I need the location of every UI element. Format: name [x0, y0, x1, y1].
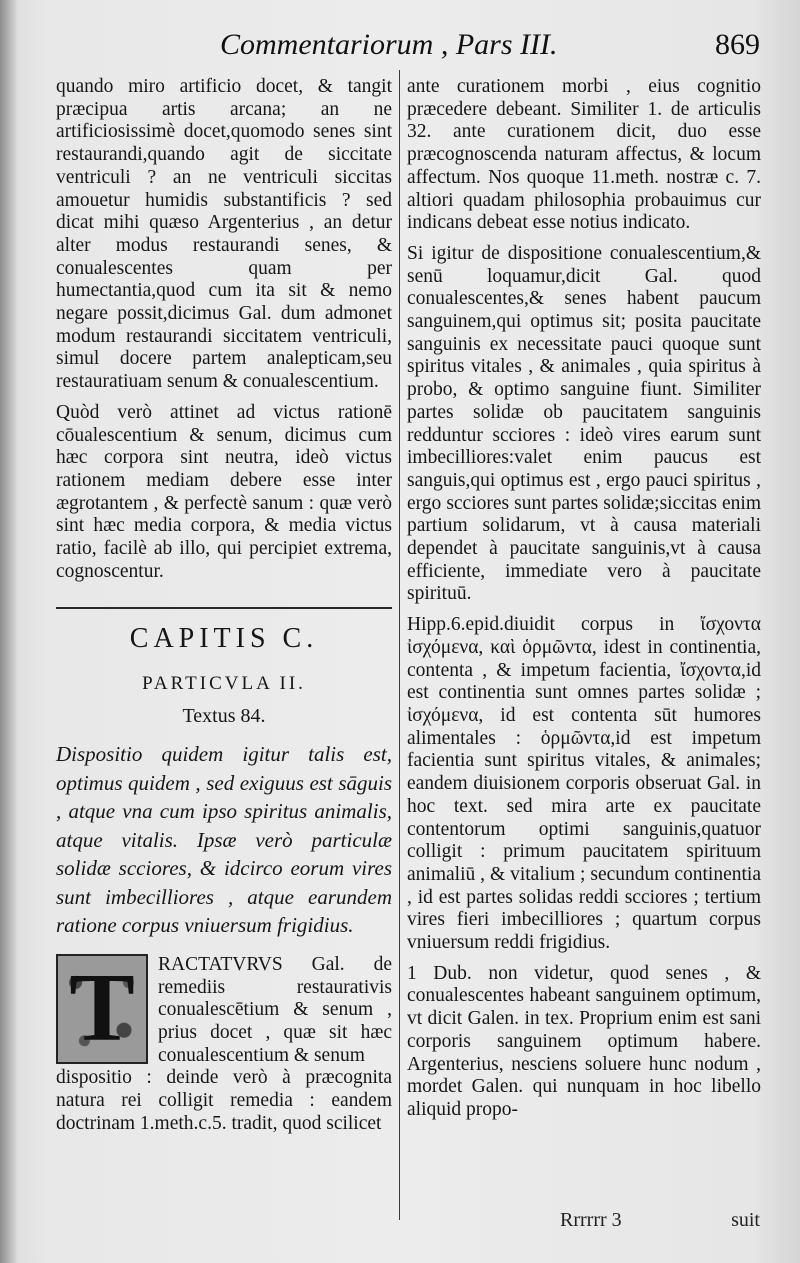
catchword: suit: [731, 1209, 760, 1231]
initial-paragraph-lead: [158, 954, 392, 1068]
initial-paragraph-rest: dispositio : deinde verò à præcognita natura rei colligit remedia : eandem doctrinam 1.meth.c.5. tradit, quod scilicet: [56, 1067, 392, 1134]
initial-paragraph-lead-text: RACTATVRVS Gal. de remediis restaurativis conualescētium & senum , prius docet , quæ sit hæc conualescentium & senum: [158, 953, 392, 1066]
right-paragraph-4: 1 Dub. non videtur, quod senes , & conualescentes habeant sanguinem optimum, vt dicit Galen. in tex. Proprium enim est sani corporis sanguinem optimum habere. Argenterius, nesciens soluere hunc nodum , mordet Galen. qui nunquam in hoc libello aliquid propo-: [407, 962, 761, 1120]
left-column: [56, 76, 392, 1144]
right-paragraph-1: ante curationem morbi , eius cognitio præcedere debeant. Similiter 1. de articulis 32. ante curationem dicit, duo esse præcognoscenda naturam affectus, & locum affectum. Nos quoque 11.meth. nostræ c. 7. altiori quadam philosophia probauimus cur indicans debeat esse notius indicato.: [407, 76, 761, 234]
left-paragraph-2: Quòd verò attinet ad victus rationē cōualescentium & senum, dicimus cum hæc corpora sint neutra, ideò victus rationem mediam debere esse inter ægrotantem , & perfectè sanum : quæ verò sint hæc media corpora, & media victus ratio, facilè ab illo, qui percipiet extrema, cognoscentur.: [56, 401, 392, 582]
chapter-heading: CAPITIS C.: [129, 623, 319, 655]
right-paragraph-3: Hipp.6.epid.diuidit corpus in ἴσχοντα ἰσχόμενα, καὶ ὁρμῶντα, idest in continentia, contenta , & impetum facientia, ἴσχοντα,id est continentia sunt omnes partes solidæ ; ἰσχόμενα, id est contenta sūt humores alimentales : ὁρμῶντα,id est impetum facientia sunt spiritus vitales, & animales; eandem diuisionem corporis obseruat Gal. in hoc text. sed mira arte ex paucitate contentorum optimi sanguinis,quatuor colligit : primum paucitatem spirituum animaliū , & vitalium ; secundum continentia , id est partes solidas reddi scciores ; tertium vires fieri imbecilliores ; quartum corpus vniuersum reddi frigidius.: [407, 614, 761, 954]
running-header: [220, 22, 760, 72]
right-column: [407, 76, 761, 1130]
textus-heading: Textus 84.: [182, 705, 266, 728]
ornamental-initial: [56, 954, 148, 1064]
signature-mark: Rrrrrr 3: [560, 1209, 622, 1231]
left-paragraph-1: quando miro artificio docet, & tangit præcipua artis arcana; an ne artificiosissimè docet,quomodo senes sint restaurandi,quando agit de siccitate ventriculi ? an ne ventriculi siccitas amouetur humidis substantificis ? sed dicat mihi quæso Argenterius , an detur alter modus restaurandi senes, & conualescentes quam per humectantia,quod cum ita sit & nemo negare possit,dicimus Gal. dum admonet modum restaurandi siccitatem ventriculi, simul docere partem analepticam,seu restauratiuam senum & conualescentium.: [56, 76, 392, 393]
page-number: 869: [715, 28, 760, 61]
section-rule: [56, 607, 392, 609]
column-divider: [399, 70, 400, 1220]
initial-letter: T: [69, 953, 135, 1062]
page-edge-shadow: [0, 0, 18, 1263]
running-title: Commentariorum , Pars III.: [220, 28, 558, 61]
right-paragraph-2: Si igitur de dispositione conualescentium,& senū loquamur,dicit Gal. quod conualescentes,& senes habent paucum sanguinem,qui optimus sit; posita paucitate sanguinis ex necessitate pauci quoque sunt spiritus vitales , & animales , quia spiritus à probo, & optimo sanguine fiunt. Similiter partes solidæ ob paucitatem sanguinis redduntur scciores : ideò vires earum sunt imbecilliores:valet enim paucus est sanguis,qui optimus est , ergo pauci spiritus , ergo scciores sunt partes solidæ;siccitas enim partium solidarum, vt à causa materiali dependet à paucitate sanguinis,vt à causa efficiente, immediate vero à paucitate spirituū.: [407, 242, 761, 605]
initial-paragraph-block: [56, 954, 392, 1068]
quoted-text: Dispositio quidem igitur talis est, optimus quidem , sed exiguus est sāguis , atque vna cum ipso spiritus animalis, atque vitalis. Ipsæ verò particulæ solidæ scciores, & idcirco eorum vires sunt imbecilliores , atque earundem ratione corpus vniuersum frigidius.: [56, 742, 392, 938]
particle-heading: PARTICVLA II.: [142, 673, 306, 695]
